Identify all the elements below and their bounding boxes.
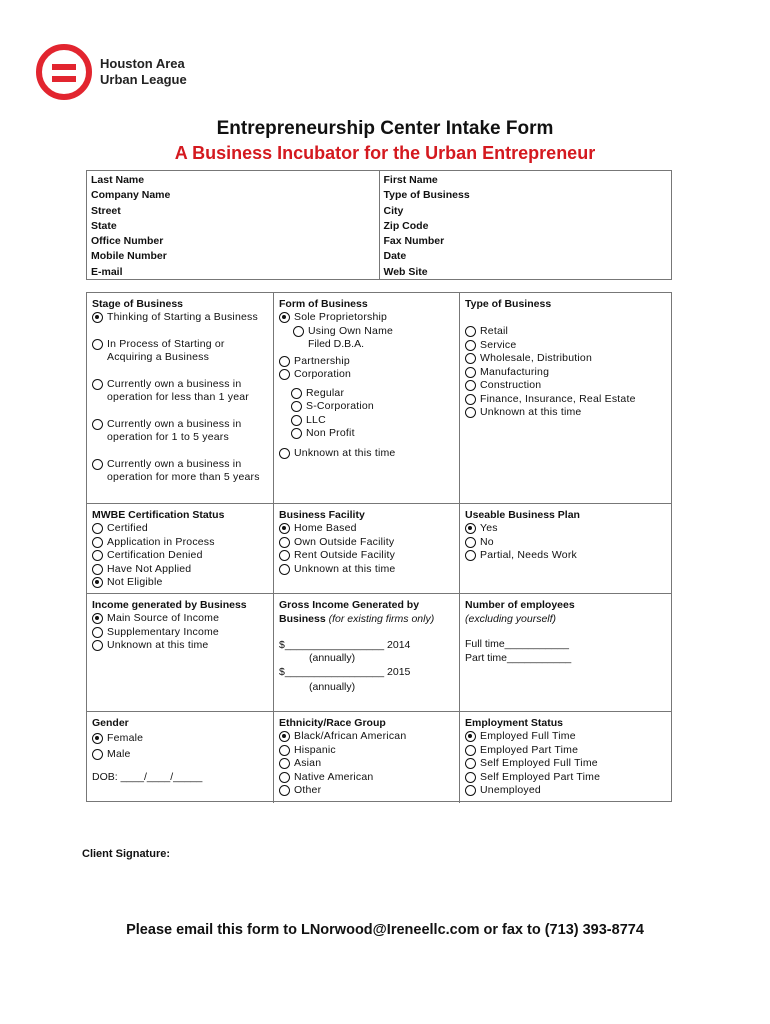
radio-icon[interactable]	[293, 326, 304, 337]
mwbe-option[interactable]	[92, 536, 268, 550]
business-plan-header: Useable Business Plan	[465, 509, 580, 521]
full-time-field[interactable]: Full time___________	[465, 638, 569, 650]
gross-income-cell	[273, 594, 459, 711]
radio-icon[interactable]	[465, 785, 476, 796]
intake-options-grid	[86, 292, 672, 802]
form-of-business-header: Form of Business	[279, 298, 368, 310]
business-type-option[interactable]	[465, 406, 666, 420]
non-profit-option[interactable]	[291, 427, 454, 441]
employment-option[interactable]	[465, 784, 666, 798]
income-option-label: Main Source of Income	[107, 612, 220, 624]
mwbe-option-label: Application in Process	[107, 535, 215, 548]
mwbe-option[interactable]	[92, 522, 268, 536]
business-type-label: Manufacturing	[480, 365, 550, 378]
radio-icon[interactable]	[92, 627, 103, 638]
mwbe-option-label: Not Eligible	[107, 576, 163, 588]
contact-right-column	[379, 171, 672, 279]
form-unknown-option[interactable]	[279, 447, 454, 461]
zip-code-field[interactable]: Zip Code	[383, 219, 429, 232]
plan-option[interactable]	[465, 536, 666, 550]
employees-cell	[459, 594, 671, 711]
city-field[interactable]: City	[383, 204, 404, 217]
business-plan-cell	[459, 504, 671, 593]
regular-option[interactable]	[291, 387, 454, 401]
employment-option[interactable]	[465, 730, 666, 744]
radio-icon[interactable]	[92, 339, 103, 350]
mwbe-option[interactable]	[92, 563, 268, 577]
facility-option[interactable]	[279, 549, 454, 563]
radio-checked-icon[interactable]	[92, 577, 103, 588]
income-option[interactable]	[92, 639, 268, 653]
ethnicity-option-label: Asian	[294, 757, 322, 769]
first-name-field[interactable]: First Name	[383, 174, 438, 186]
business-type-label: Construction	[480, 379, 542, 391]
business-type-option[interactable]	[465, 352, 666, 366]
contact-left-column	[87, 171, 379, 279]
employment-option-label: Employed Part Time	[480, 743, 579, 756]
radio-checked-icon[interactable]	[279, 312, 290, 323]
income-row	[87, 593, 671, 711]
radio-checked-icon[interactable]	[92, 312, 103, 323]
employees-note: (excluding yourself)	[465, 613, 557, 625]
business-type-label: Service	[480, 338, 517, 351]
employment-header: Employment Status	[465, 717, 564, 729]
income-option-label: Unknown at this time	[107, 639, 209, 651]
employment-option[interactable]	[465, 771, 666, 785]
radio-icon[interactable]	[465, 772, 476, 783]
certification-row	[87, 503, 671, 593]
employment-option-label: Employed Full Time	[480, 730, 576, 742]
radio-icon[interactable]	[279, 758, 290, 769]
fax-number-field[interactable]: Fax Number	[383, 235, 445, 248]
gross-income-2014-field[interactable]: $_________________ 2014	[279, 638, 411, 651]
business-type-option[interactable]	[465, 325, 666, 339]
radio-icon[interactable]	[279, 564, 290, 575]
mobile-number-field[interactable]: Mobile Number	[91, 250, 167, 263]
radio-checked-icon[interactable]	[279, 523, 290, 534]
dba-label: Filed D.B.A.	[308, 338, 365, 350]
stage-option-label: In Process of Starting or Acquiring a Business	[107, 337, 225, 363]
corporation-label: Corporation	[294, 368, 352, 380]
radio-icon[interactable]	[291, 401, 302, 412]
facility-option[interactable]	[279, 522, 454, 536]
mwbe-cell	[87, 504, 273, 593]
gender-option-label: Female	[107, 732, 144, 744]
radio-icon[interactable]	[279, 745, 290, 756]
gross-income-header-2: Business	[279, 613, 326, 625]
sole-proprietorship-label: Sole Proprietorship	[294, 311, 388, 323]
radio-icon[interactable]	[279, 356, 290, 367]
s-corporation-label: S-Corporation	[306, 400, 374, 412]
radio-icon[interactable]	[279, 550, 290, 561]
mwbe-option-label: Certified	[107, 522, 148, 534]
ethnicity-option[interactable]	[279, 757, 454, 771]
llc-label: LLC	[306, 413, 326, 426]
llc-option[interactable]	[291, 414, 454, 428]
gross-income-2015-field[interactable]: $_________________ 2015	[279, 665, 411, 678]
regular-label: Regular	[306, 386, 345, 399]
radio-icon[interactable]	[291, 388, 302, 399]
radio-icon[interactable]	[291, 428, 302, 439]
radio-icon[interactable]	[92, 640, 103, 651]
type-of-business-header: Type of Business	[465, 298, 552, 310]
ethnicity-cell	[273, 712, 459, 803]
facility-option[interactable]	[279, 563, 454, 577]
part-time-field[interactable]: Part time___________	[465, 651, 572, 664]
gross-income-note: (for existing firms only)	[328, 613, 435, 625]
business-type-label: Wholesale, Distribution	[480, 352, 592, 364]
radio-icon[interactable]	[465, 550, 476, 561]
radio-icon[interactable]	[465, 537, 476, 548]
gender-header: Gender	[92, 717, 129, 729]
radio-icon[interactable]	[465, 367, 476, 378]
s-corporation-option[interactable]	[291, 400, 454, 414]
stage-of-business-cell	[87, 293, 273, 503]
form-of-business-cell	[273, 293, 459, 503]
radio-checked-icon[interactable]	[92, 613, 103, 624]
footer-instructions: Please email this form to LNorwood@Ireneellc.com or fax to (713) 393-8774	[126, 922, 644, 938]
form-unknown-label: Unknown at this time	[294, 446, 396, 459]
houston-area-urban-league-logo	[36, 44, 187, 100]
radio-icon[interactable]	[92, 564, 103, 575]
employment-option-label: Self Employed Part Time	[480, 770, 601, 783]
ethnicity-option-label: Black/African American	[294, 730, 407, 742]
stage-option[interactable]	[92, 458, 268, 485]
web-site-field[interactable]: Web Site	[383, 265, 428, 278]
client-signature-field[interactable]: Client Signature:	[82, 848, 171, 860]
stage-option[interactable]	[92, 418, 268, 445]
business-type-option[interactable]	[465, 366, 666, 380]
stage-option-label: Currently own a business in operation for 1 to 5 years	[107, 417, 242, 443]
income-option-label: Supplementary Income	[107, 625, 219, 638]
date-field[interactable]: Date	[383, 250, 407, 263]
mwbe-option-label: Certification Denied	[107, 549, 203, 561]
plan-option-label: Yes	[480, 522, 498, 534]
employment-option-label: Self Employed Full Time	[480, 757, 598, 769]
facility-option-label: Rent Outside Facility	[294, 549, 396, 561]
stage-option-label: Currently own a business in operation for less than 1 year	[107, 377, 249, 403]
ethnicity-option-label: Native American	[294, 770, 374, 783]
plan-option[interactable]	[465, 522, 666, 536]
type-of-business-field[interactable]: Type of Business	[383, 189, 470, 202]
plan-option-label: No	[480, 535, 494, 548]
business-type-option[interactable]	[465, 379, 666, 393]
radio-icon[interactable]	[465, 340, 476, 351]
logo-text	[100, 56, 187, 88]
dob-field[interactable]: DOB: ____/____/_____	[92, 771, 203, 783]
radio-icon[interactable]	[92, 459, 103, 470]
business-type-option[interactable]	[465, 393, 666, 407]
radio-checked-icon[interactable]	[279, 731, 290, 742]
mwbe-option-label: Have Not Applied	[107, 562, 192, 575]
facility-option-label: Home Based	[294, 522, 357, 534]
plan-option-label: Partial, Needs Work	[480, 549, 577, 561]
facility-option-label: Own Outside Facility	[294, 535, 395, 548]
ethnicity-option[interactable]	[279, 784, 454, 798]
radio-icon[interactable]	[92, 379, 103, 390]
ethnicity-option-label: Hispanic	[294, 743, 336, 756]
employment-option[interactable]	[465, 757, 666, 771]
radio-icon[interactable]	[279, 772, 290, 783]
gross-income-header: Gross Income Generated by	[279, 599, 420, 611]
state-field[interactable]: State	[91, 219, 117, 232]
radio-icon[interactable]	[465, 407, 476, 418]
employees-header: Number of employees	[465, 599, 575, 611]
ethnicity-header: Ethnicity/Race Group	[279, 717, 386, 729]
urban-league-equal-sign-icon	[36, 44, 92, 100]
radio-icon[interactable]	[465, 353, 476, 364]
radio-checked-icon[interactable]	[465, 523, 476, 534]
business-facility-cell	[273, 504, 459, 593]
radio-checked-icon[interactable]	[92, 733, 103, 744]
business-type-option[interactable]	[465, 339, 666, 353]
business-stage-row	[87, 293, 671, 503]
ethnicity-option[interactable]	[279, 730, 454, 744]
gender-cell	[87, 712, 273, 803]
mwbe-option[interactable]	[92, 576, 268, 590]
mwbe-option[interactable]	[92, 549, 268, 563]
employment-cell	[459, 712, 671, 803]
facility-option[interactable]	[279, 536, 454, 550]
stage-option[interactable]	[92, 311, 268, 325]
income-header: Income generated by Business	[92, 599, 247, 611]
radio-icon[interactable]	[465, 326, 476, 337]
business-type-label: Finance, Insurance, Real Estate	[480, 392, 636, 405]
last-name-field[interactable]: Last Name	[91, 174, 145, 186]
ethnicity-option[interactable]	[279, 744, 454, 758]
ethnicity-option-label: Other	[294, 784, 322, 796]
corporation-option[interactable]	[279, 368, 454, 382]
non-profit-label: Non Profit	[306, 427, 355, 439]
radio-icon[interactable]	[279, 448, 290, 459]
stage-option-label: Thinking of Starting a Business	[107, 311, 258, 323]
type-of-business-cell	[459, 293, 671, 503]
radio-icon[interactable]	[465, 758, 476, 769]
partnership-label: Partnership	[294, 354, 350, 367]
radio-icon[interactable]	[279, 369, 290, 380]
radio-icon[interactable]	[92, 550, 103, 561]
income-option[interactable]	[92, 612, 268, 626]
plan-option[interactable]	[465, 549, 666, 563]
form-subtitle: A Business Incubator for the Urban Entrepreneur	[174, 143, 596, 163]
annually-label: (annually)	[309, 681, 356, 693]
income-cell	[87, 594, 273, 711]
own-name-label: Using Own Name	[308, 324, 394, 337]
radio-icon[interactable]	[92, 749, 103, 760]
radio-icon[interactable]	[465, 745, 476, 756]
business-type-label: Unknown at this time	[480, 406, 582, 418]
stage-of-business-header: Stage of Business	[92, 298, 184, 310]
annually-label: (annually)	[309, 652, 356, 664]
radio-icon[interactable]	[92, 537, 103, 548]
own-name-option[interactable]	[293, 325, 454, 339]
radio-icon[interactable]	[279, 537, 290, 548]
email-field[interactable]: E-mail	[91, 265, 123, 278]
stage-option-label: Currently own a business in operation for more than 5 years	[107, 457, 260, 483]
demographics-row	[87, 711, 671, 803]
company-name-field[interactable]: Company Name	[91, 189, 171, 202]
facility-option-label: Unknown at this time	[294, 562, 396, 575]
radio-icon[interactable]	[92, 419, 103, 430]
radio-icon[interactable]	[465, 394, 476, 405]
stage-option[interactable]	[92, 378, 268, 405]
mwbe-header: MWBE Certification Status	[92, 509, 225, 521]
logo-line-1: Houston Area	[100, 56, 185, 71]
stage-option[interactable]	[92, 338, 268, 365]
radio-checked-icon[interactable]	[465, 731, 476, 742]
business-facility-header: Business Facility	[279, 509, 365, 521]
sole-proprietorship-option[interactable]	[279, 311, 454, 325]
gender-option[interactable]	[92, 748, 268, 762]
office-number-field[interactable]: Office Number	[91, 235, 164, 248]
income-option[interactable]	[92, 626, 268, 640]
gender-option[interactable]	[92, 732, 268, 746]
business-type-label: Retail	[480, 325, 509, 337]
employment-option[interactable]	[465, 744, 666, 758]
logo-line-2: Urban League	[100, 72, 187, 87]
radio-icon[interactable]	[465, 380, 476, 391]
contact-info-table	[86, 170, 672, 280]
street-field[interactable]: Street	[91, 204, 121, 217]
employment-option-label: Unemployed	[480, 784, 541, 796]
gender-option-label: Male	[107, 747, 131, 760]
partnership-option[interactable]	[279, 355, 454, 369]
ethnicity-option[interactable]	[279, 771, 454, 785]
radio-icon[interactable]	[92, 523, 103, 534]
form-title: Entrepreneurship Center Intake Form	[216, 118, 554, 139]
radio-icon[interactable]	[291, 415, 302, 426]
radio-icon[interactable]	[279, 785, 290, 796]
